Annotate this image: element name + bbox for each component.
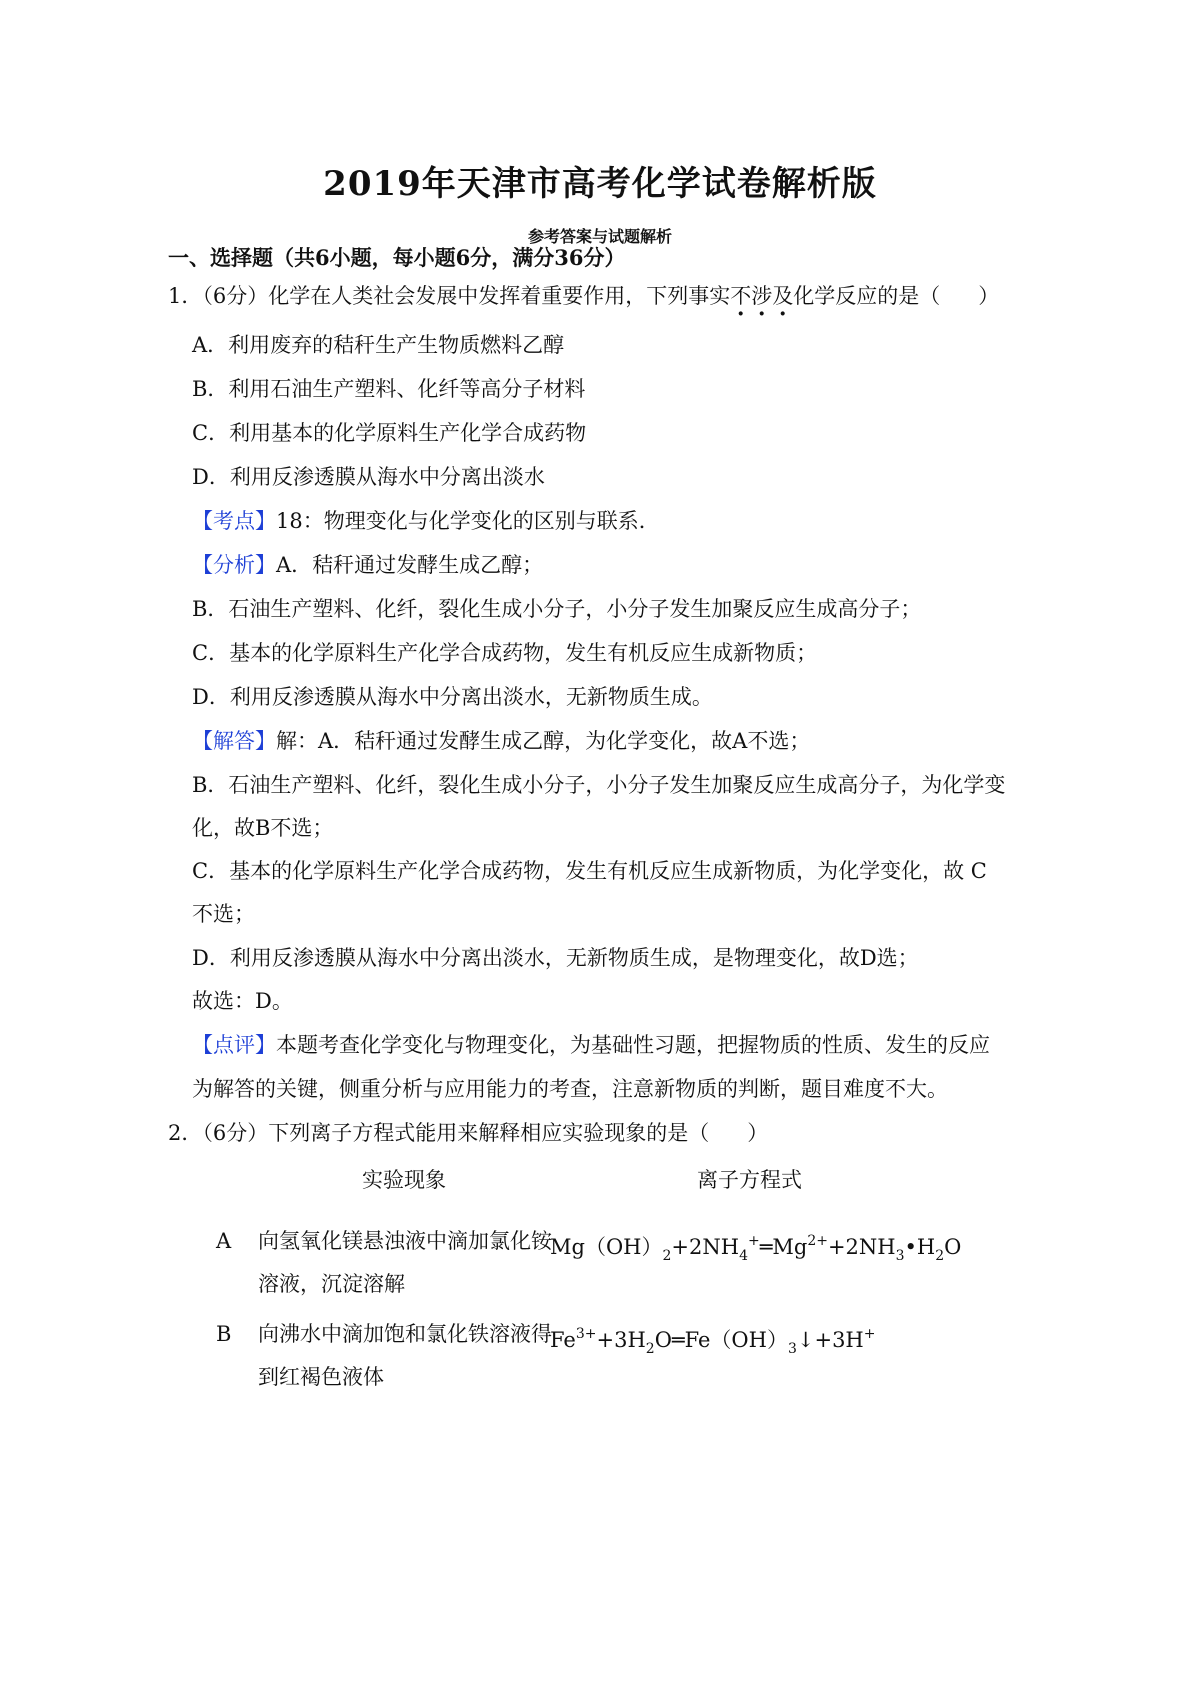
dianping-tag: 点评 (213, 1033, 255, 1057)
jieda-text: 解：A．秸秆通过发酵生成乙醇，为化学变化，故A不选； (276, 729, 811, 753)
dianping-line-1: 【点评】本题考查化学变化与物理变化，为基础性习题，把握物质的性质、发生的反应 (192, 1033, 990, 1057)
question-1-stem (168, 282, 999, 310)
jieda-line-1: 【解答】解：A．秸秆通过发酵生成乙醇，为化学变化，故A不选； (192, 729, 811, 753)
fenxi-line-1: 【分析】A．秸秆通过发酵生成乙醇； (192, 553, 544, 577)
row-b-letter: B (216, 1322, 232, 1346)
fenxi-tag: 分析 (213, 553, 255, 577)
row-a-equation: $Mg(OH)_2+2NH_4^+═Mg^{2+}+2NH_3•H_2O$ (550, 1233, 962, 1264)
row-a-letter: A (216, 1229, 232, 1253)
question-2-stem-close: ） (747, 1121, 769, 1145)
option-b: B．利用石油生产塑料、化纤等高分子材料 (192, 377, 586, 401)
kaodian-text: 18：物理变化与化学变化的区别与联系． (276, 509, 660, 533)
page-subtitle: 参考答案与试题解析 (527, 227, 672, 246)
question-1-stem-pre: 1．（6分）化学在人类社会发展中发挥着重要作用，下列事实 (168, 284, 731, 308)
option-a: A．利用废弃的秸秆生产生物质燃料乙醇 (192, 333, 565, 357)
option-d: D．利用反渗透膜从海水中分离出淡水 (192, 465, 545, 489)
jieda-line-5: 不选； (192, 902, 255, 926)
jieda-line-6: D．利用反渗透膜从海水中分离出淡水，无新物质生成，是物理变化，故D选； (192, 946, 919, 970)
emphasis-char: 及 (772, 284, 794, 308)
question-1-stem-post: 化学反应的是（ (793, 284, 941, 308)
row-a-phenomenon-line-1: 向氢氧化镁悬浊液中滴加氯化铵 (258, 1229, 552, 1253)
section-heading: 一、选择题（共6小题，每小题6分，满分36分） (168, 245, 626, 270)
row-b-phenomenon-line-1: 向沸水中滴加饱和氯化铁溶液得 (258, 1322, 552, 1346)
row-b-equation: $Fe^{3+}+3H_2O═Fe(OH)_3↓+3H^+$ (550, 1326, 876, 1357)
question-1-stem-close: ） (978, 284, 1000, 308)
row-b-phenomenon-line-2: 到红褐色液体 (258, 1365, 384, 1389)
jieda-tag: 解答 (213, 729, 255, 753)
jieda-line-3: 化，故B不选； (192, 816, 334, 840)
fenxi-line-4: D．利用反渗透膜从海水中分离出淡水，无新物质生成。 (192, 685, 713, 709)
row-a-phenomenon-line-2: 溶液，沉淀溶解 (258, 1272, 405, 1296)
column-header-phenomenon: 实验现象 (362, 1168, 446, 1192)
emphasis-char: 不 (730, 284, 752, 308)
kaodian-line: 【考点】18：物理变化与化学变化的区别与联系． (192, 509, 660, 533)
question-2-stem-text: 2．（6分）下列离子方程式能用来解释相应实验现象的是（ (168, 1121, 710, 1145)
question-2-stem (168, 1119, 768, 1147)
option-c: C．利用基本的化学原料生产化学合成药物 (192, 421, 587, 445)
kaodian-tag: 考点 (213, 509, 255, 533)
dianping-line-2: 为解答的关键，侧重分析与应用能力的考查，注意新物质的判断，题目难度不大。 (192, 1077, 948, 1101)
jieda-line-4: C．基本的化学原料生产化学合成药物，发生有机反应生成新物质，为化学变化，故 C (192, 859, 987, 883)
fenxi-line-2: B．石油生产塑料、化纤，裂化生成小分子，小分子发生加聚反应生成高分子； (192, 597, 922, 621)
page-title: 2019年天津市高考化学试卷解析版 (323, 164, 877, 204)
fenxi-line-3: C．基本的化学原料生产化学合成药物，发生有机反应生成新物质； (192, 641, 818, 665)
column-header-equation: 离子方程式 (697, 1168, 802, 1192)
emphasis-char: 涉 (751, 284, 773, 308)
fenxi-text: A．秸秆通过发酵生成乙醇； (276, 553, 544, 577)
jieda-line-7: 故选：D。 (192, 989, 293, 1013)
dianping-text: 本题考查化学变化与物理变化，为基础性习题，把握物质的性质、发生的反应 (276, 1033, 990, 1057)
jieda-line-2: B．石油生产塑料、化纤，裂化生成小分子，小分子发生加聚反应生成高分子，为化学变 (192, 773, 1006, 797)
